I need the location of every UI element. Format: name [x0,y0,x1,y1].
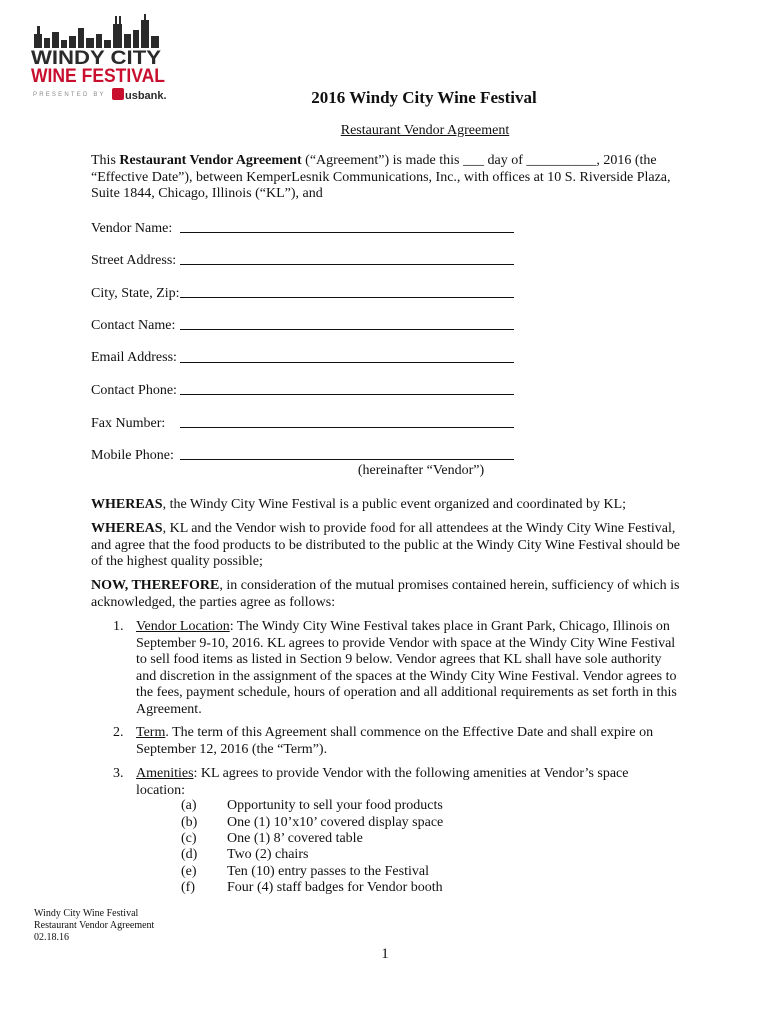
fax-number-label: Fax Number: [91,416,166,431]
amenity-text: One (1) 10’x10’ covered display space [227,815,444,830]
section-1-line-1: : The Windy City Wine Festival takes place in Grant Park, Chicago, Illinois on [229,619,670,634]
now-therefore-clause [91,578,681,611]
street-address-label: Street Address: [91,253,177,268]
mobile-phone-field[interactable] [180,459,514,460]
vendor-name-field[interactable] [180,232,514,233]
contact-phone-field[interactable] [180,394,514,395]
amenity-text: One (1) 8’ covered table [227,831,363,846]
logo-line1: WINDY CITY [31,48,162,69]
logo-presented-by: PRESENTED BY [33,92,106,98]
street-address-field[interactable] [180,264,514,265]
amenity-letter: (b) [181,815,198,830]
section-2-heading: Term [136,725,166,740]
section-2-line-1: . The term of this Agreement shall commence on the Effective Date and shall expire on [165,725,654,740]
section-1-line-5: the fees, payment schedule, hours of operation and all additional requirements as set forth in this [136,685,677,700]
section-1-number: 1. [113,619,124,634]
page-footer [34,908,154,944]
footer-line-1: Windy City Wine Festival [34,908,139,919]
contact-phone-label: Contact Phone: [91,383,177,398]
section-3-number: 3. [113,766,124,781]
section-2-number: 2. [113,725,124,740]
whereas-clause-1 [91,497,681,514]
hereinafter-vendor: (hereinafter “Vendor”) [357,463,485,478]
logo-line2: WINE FESTIVAL [31,66,166,87]
email-address-field[interactable] [180,362,514,363]
whereas2-line1: , KL and the Vendor wish to provide food for all attendees at the Windy City Wine Festival, [162,521,676,536]
section-3-line-2: location: [136,782,185,798]
skyline-icon [34,14,159,48]
mobile-phone-label: Mobile Phone: [91,448,174,463]
section-2-line-2: September 12, 2016 (the “Term”). [136,741,328,757]
vendor-name-label: Vendor Name: [91,221,173,236]
fax-number-field[interactable] [180,427,514,428]
whereas1-text: , the Windy City Wine Festival is a public event organized and coordinated by KL; [162,497,627,512]
now-bold: NOW, THEREFORE [91,578,220,593]
amenity-letter: (f) [181,880,195,895]
amenity-letter: (d) [181,847,198,862]
amenity-letter: (c) [181,831,197,846]
footer-line-3: 02.18.16 [34,932,69,943]
section-3-amenities [136,766,686,799]
contact-name-label: Contact Name: [91,318,176,333]
amenity-text: Ten (10) entry passes to the Festival [227,864,429,879]
section-3-line-1: : KL agrees to provide Vendor with the following amenities at Vendor’s space [193,766,629,781]
footer-line-2: Restaurant Vendor Agreement [34,920,155,931]
section-1-line-2: September 9-10, 2016. KL agrees to provide Vendor with space at the Windy City Wine Festival [136,635,676,651]
amenity-text: Opportunity to sell your food products [227,798,443,813]
intro-line1: (“Agreement”) is made this ___ day of __________, 2016 (the [301,153,657,168]
section-1-vendor-location [136,619,686,718]
section-1-heading: Vendor Location [136,619,230,634]
intro-paragraph [91,153,681,203]
section-3-heading: Amenities [136,766,194,781]
intro-line3: Suite 1844, Chicago, Illinois (“KL”), and [91,186,323,201]
city-state-zip-field[interactable] [180,297,514,298]
intro-bold: Restaurant Vendor Agreement [119,153,302,168]
email-address-label: Email Address: [91,350,177,365]
amenity-letter: (e) [181,864,197,879]
contact-name-field[interactable] [180,329,514,330]
section-1-line-4: and discretion in the assignment of the spaces at the Windy City Wine Festival. Vendor agrees to [136,668,677,684]
whereas2-bold: WHEREAS [91,521,163,536]
document-subtitle: Restaurant Vendor Agreement [340,123,510,138]
now-line1: , in consideration of the mutual promises contained herein, sufficiency of which is [219,578,680,593]
logo-sponsor: usbank. [125,90,167,102]
page-number: 1 [381,946,389,962]
intro-line2: “Effective Date”), between KemperLesnik Communications, Inc., with offices at 10 S. Riverside Plaza, [91,169,671,185]
intro-this: This [91,153,120,168]
amenity-letter: (a) [181,798,197,813]
whereas1-bold: WHEREAS [91,497,163,512]
section-1-line-3: to sell food items as listed in Section 9 below. Vendor agrees that KL shall have sole authority [136,652,662,667]
whereas2-line2: and agree that the food products to be distributed to the public at the Windy City Wine Festival should be [91,537,680,553]
amenity-text: Two (2) chairs [227,847,309,862]
whereas2-line3: of the highest quality possible; [91,554,263,569]
city-state-zip-label: City, State, Zip: [91,286,180,301]
whereas-clause-2 [91,521,681,571]
document-title: 2016 Windy City Wine Festival [311,88,537,107]
section-1-line-6: Agreement. [136,701,202,717]
section-2-term [136,725,686,758]
amenity-text: Four (4) staff badges for Vendor booth [227,880,443,895]
now-line2: acknowledged, the parties agree as follows: [91,594,336,610]
